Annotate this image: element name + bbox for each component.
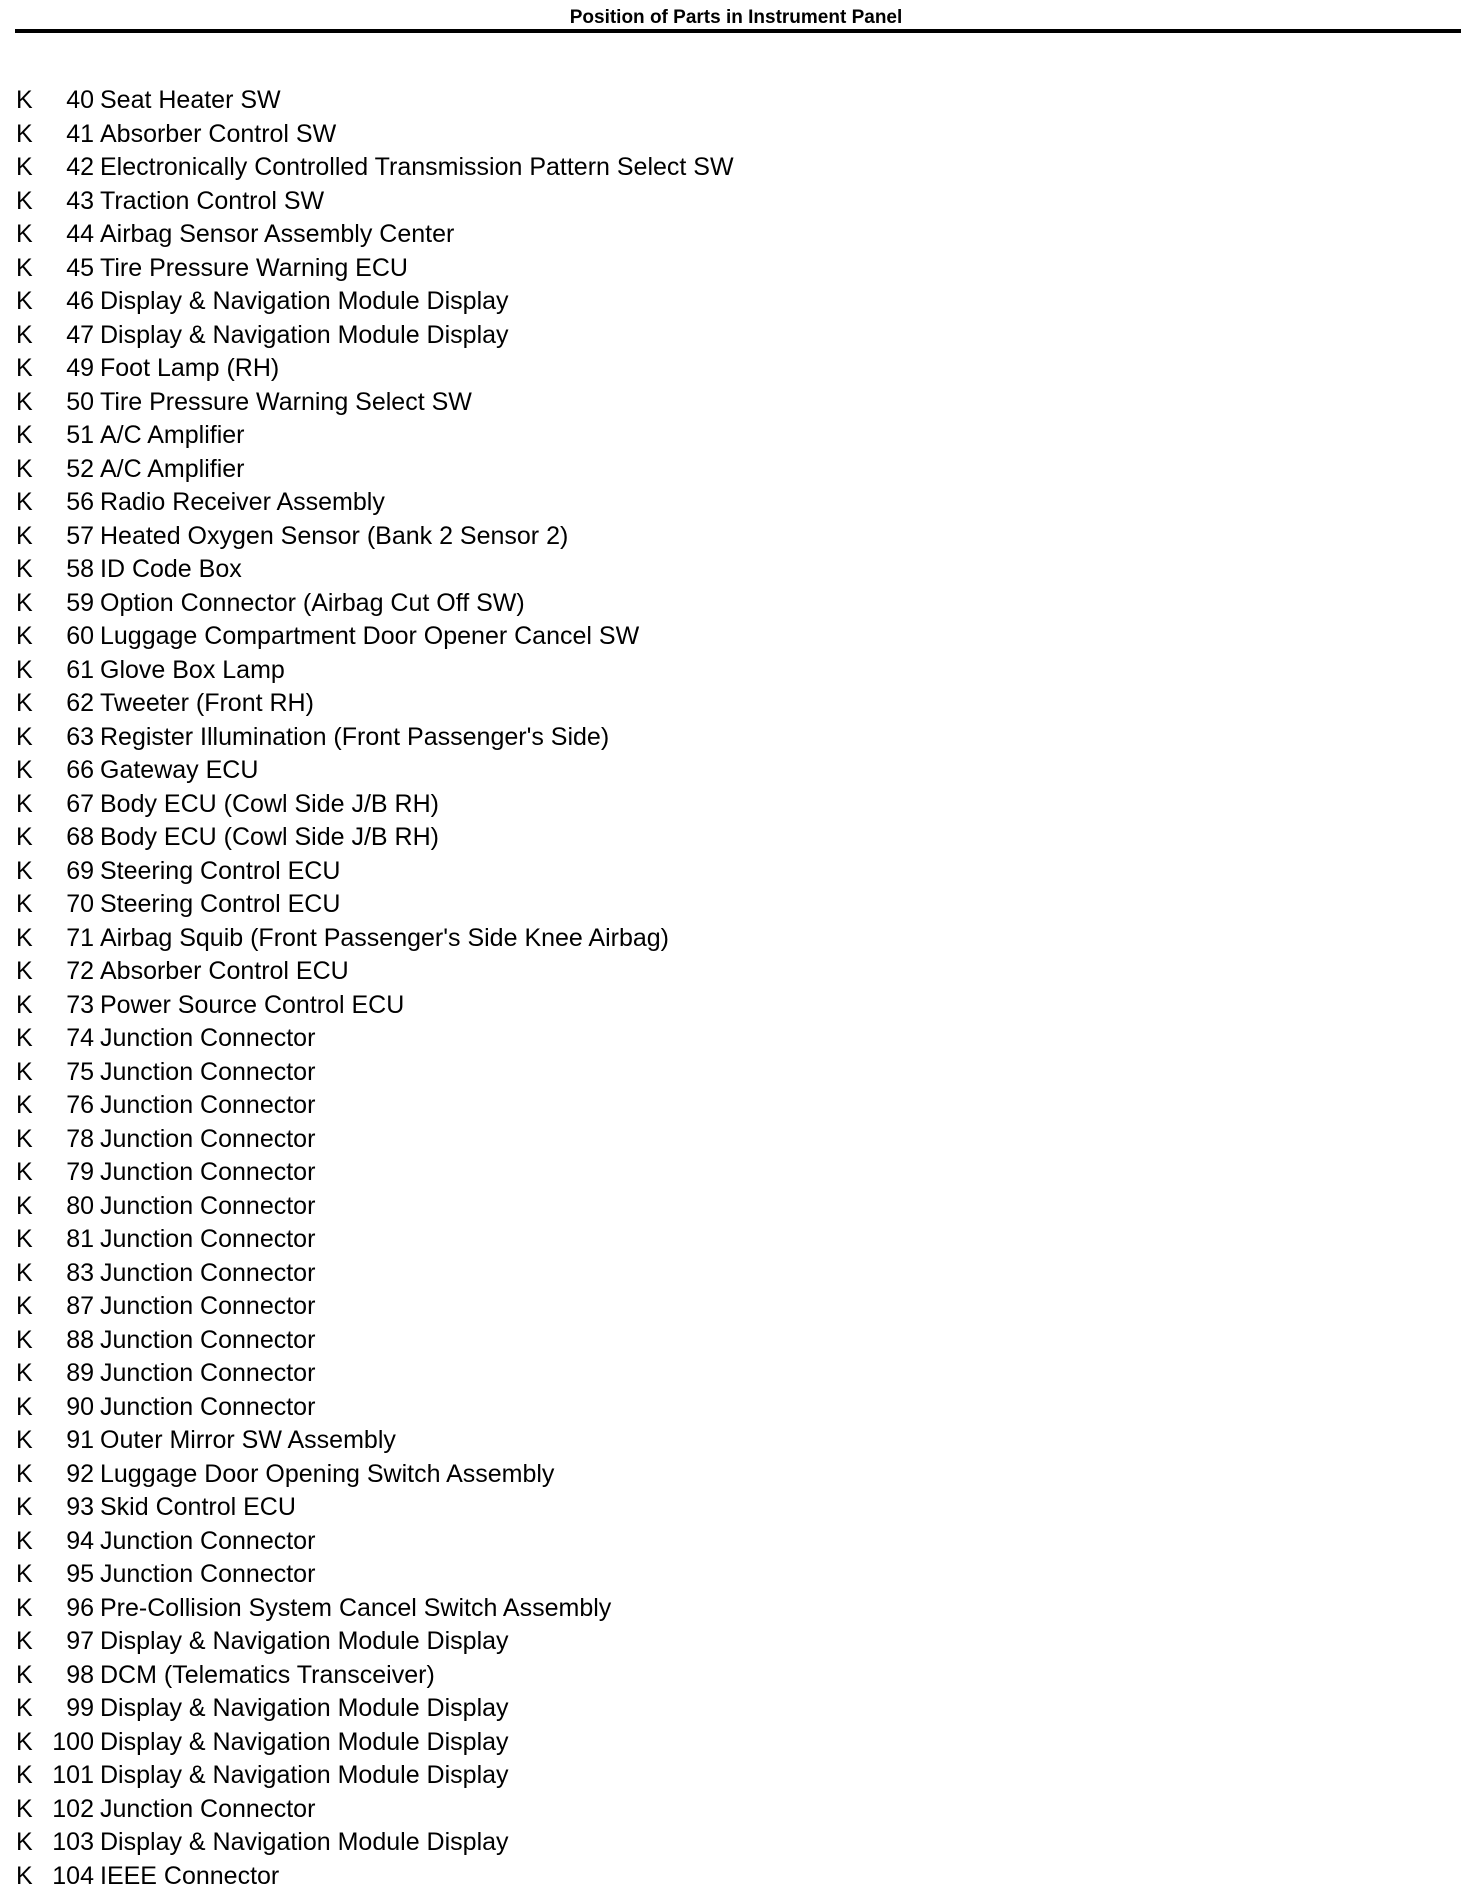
part-prefix: K (16, 823, 33, 851)
part-number: 91 (66, 1426, 94, 1454)
part-row (16, 285, 1216, 319)
part-prefix: K (16, 1794, 33, 1823)
part-row (16, 1759, 1216, 1793)
part-prefix: K (16, 1660, 33, 1689)
part-number: 78 (66, 1124, 94, 1153)
part-name: Gateway ECU (100, 756, 259, 784)
part-row (16, 1592, 1216, 1626)
part-row (16, 386, 1216, 420)
part-name: Foot Lamp (RH) (100, 354, 280, 382)
part-prefix: K (16, 1392, 33, 1421)
part-number: 50 (66, 387, 94, 416)
part-prefix: K (16, 1694, 33, 1722)
part-row (16, 888, 1216, 922)
part-number: 66 (66, 756, 94, 784)
part-prefix: K (16, 1158, 33, 1186)
part-name: Pre-Collision System Cancel Switch Assembly (100, 1593, 612, 1622)
part-name: Display & Navigation Module Display (100, 1727, 509, 1756)
part-name: Junction Connector (100, 1359, 316, 1387)
part-number: 56 (66, 488, 94, 516)
part-row (16, 1156, 1216, 1190)
part-prefix: K (16, 1124, 33, 1153)
part-row (16, 1424, 1216, 1458)
part-prefix: K (16, 856, 33, 885)
part-number: 71 (66, 923, 94, 952)
part-name: Display & Navigation Module Display (100, 1828, 509, 1856)
part-row (16, 1558, 1216, 1592)
part-row (16, 185, 1216, 219)
part-row (16, 687, 1216, 721)
part-row (16, 1357, 1216, 1391)
part-number: 101 (52, 1761, 94, 1789)
part-name: Junction Connector (100, 1091, 316, 1119)
part-prefix: K (16, 220, 33, 248)
part-name: Junction Connector (100, 1124, 316, 1153)
part-prefix: K (16, 789, 33, 818)
part-prefix: K (16, 1526, 33, 1555)
part-number: 49 (66, 354, 94, 382)
part-row (16, 352, 1216, 386)
part-prefix: K (16, 655, 33, 684)
part-name: A/C Amplifier (100, 421, 245, 449)
part-number: 103 (52, 1828, 94, 1856)
part-name: Tire Pressure Warning Select SW (100, 387, 472, 416)
part-number: 52 (66, 454, 94, 483)
part-name: Electronically Controlled Transmission Pattern Select SW (100, 153, 734, 181)
part-prefix: K (16, 756, 33, 784)
part-row (16, 721, 1216, 755)
part-name: Traction Control SW (100, 186, 325, 215)
parts-list (16, 84, 1216, 1893)
part-row (16, 118, 1216, 152)
part-name: Junction Connector (100, 1560, 316, 1588)
part-number: 69 (66, 856, 94, 885)
part-number: 81 (66, 1225, 94, 1253)
part-row (16, 520, 1216, 554)
part-number: 104 (52, 1861, 94, 1890)
part-row (16, 587, 1216, 621)
part-number: 76 (66, 1091, 94, 1119)
part-name: Seat Heater SW (100, 86, 281, 114)
part-row (16, 453, 1216, 487)
part-prefix: K (16, 890, 33, 918)
part-name: Body ECU (Cowl Side J/B RH) (100, 789, 439, 818)
part-row (16, 419, 1216, 453)
part-prefix: K (16, 555, 33, 583)
part-name: Airbag Squib (Front Passenger's Side Knee Airbag) (100, 923, 669, 952)
part-prefix: K (16, 1225, 33, 1253)
part-prefix: K (16, 923, 33, 952)
part-name: Register Illumination (Front Passenger's Side) (100, 722, 610, 751)
part-prefix: K (16, 253, 33, 282)
part-number: 45 (66, 253, 94, 282)
part-name: Airbag Sensor Assembly Center (100, 220, 455, 248)
part-prefix: K (16, 1459, 33, 1488)
part-prefix: K (16, 354, 33, 382)
part-row (16, 252, 1216, 286)
part-row (16, 1458, 1216, 1492)
part-row (16, 855, 1216, 889)
part-name: IEEE Connector (100, 1861, 280, 1890)
part-prefix: K (16, 387, 33, 416)
part-number: 87 (66, 1292, 94, 1320)
part-prefix: K (16, 1560, 33, 1588)
part-row (16, 788, 1216, 822)
part-prefix: K (16, 957, 33, 985)
part-number: 44 (66, 220, 94, 248)
part-prefix: K (16, 1627, 33, 1655)
part-row (16, 1860, 1216, 1894)
part-name: DCM (Telematics Transceiver) (100, 1660, 435, 1689)
part-prefix: K (16, 1292, 33, 1320)
part-number: 63 (66, 722, 94, 751)
part-name: Junction Connector (100, 1158, 316, 1186)
part-number: 79 (66, 1158, 94, 1186)
part-number: 68 (66, 823, 94, 851)
part-prefix: K (16, 119, 33, 148)
part-row (16, 1056, 1216, 1090)
part-name: Junction Connector (100, 1325, 316, 1354)
part-row (16, 319, 1216, 353)
part-number: 60 (66, 622, 94, 650)
part-number: 96 (66, 1593, 94, 1622)
part-row (16, 1491, 1216, 1525)
part-name: Absorber Control SW (100, 119, 337, 148)
part-number: 89 (66, 1359, 94, 1387)
part-name: Display & Navigation Module Display (100, 1761, 509, 1789)
part-number: 88 (66, 1325, 94, 1354)
part-number: 57 (66, 521, 94, 550)
part-name: Tweeter (Front RH) (100, 689, 314, 717)
part-name: Display & Navigation Module Display (100, 320, 509, 349)
part-number: 99 (66, 1694, 94, 1722)
title-divider (15, 29, 1461, 33)
part-prefix: K (16, 1325, 33, 1354)
part-row (16, 1123, 1216, 1157)
part-row (16, 989, 1216, 1023)
part-prefix: K (16, 588, 33, 617)
part-number: 92 (66, 1459, 94, 1488)
part-prefix: K (16, 1191, 33, 1220)
part-prefix: K (16, 1593, 33, 1622)
part-name: Luggage Door Opening Switch Assembly (100, 1459, 555, 1488)
part-number: 47 (66, 320, 94, 349)
part-number: 62 (66, 689, 94, 717)
part-name: Junction Connector (100, 1024, 316, 1052)
part-row (16, 84, 1216, 118)
part-row (16, 922, 1216, 956)
part-row (16, 620, 1216, 654)
part-prefix: K (16, 488, 33, 516)
part-name: Junction Connector (100, 1057, 316, 1086)
part-row (16, 151, 1216, 185)
part-row (16, 1022, 1216, 1056)
part-row (16, 1525, 1216, 1559)
part-name: Junction Connector (100, 1794, 316, 1823)
part-name: Display & Navigation Module Display (100, 287, 509, 315)
part-prefix: K (16, 1258, 33, 1287)
part-row (16, 1190, 1216, 1224)
part-number: 102 (52, 1794, 94, 1823)
part-number: 95 (66, 1560, 94, 1588)
part-number: 80 (66, 1191, 94, 1220)
part-prefix: K (16, 1761, 33, 1789)
part-number: 83 (66, 1258, 94, 1287)
part-row (16, 1324, 1216, 1358)
part-name: Steering Control ECU (100, 890, 341, 918)
part-row (16, 1659, 1216, 1693)
part-number: 42 (66, 153, 94, 181)
part-number: 90 (66, 1392, 94, 1421)
part-row (16, 821, 1216, 855)
part-name: Junction Connector (100, 1526, 316, 1555)
part-prefix: K (16, 287, 33, 315)
part-number: 51 (66, 421, 94, 449)
part-name: Junction Connector (100, 1225, 316, 1253)
part-prefix: K (16, 1057, 33, 1086)
part-number: 43 (66, 186, 94, 215)
part-prefix: K (16, 521, 33, 550)
part-row (16, 1391, 1216, 1425)
part-number: 98 (66, 1660, 94, 1689)
part-number: 41 (66, 119, 94, 148)
part-number: 61 (66, 655, 94, 684)
part-prefix: K (16, 990, 33, 1019)
part-name: Tire Pressure Warning ECU (100, 253, 408, 282)
part-row (16, 486, 1216, 520)
part-row (16, 1826, 1216, 1860)
part-row (16, 1726, 1216, 1760)
part-name: Junction Connector (100, 1258, 316, 1287)
part-name: Option Connector (Airbag Cut Off SW) (100, 588, 525, 617)
part-name: Body ECU (Cowl Side J/B RH) (100, 823, 439, 851)
part-prefix: K (16, 689, 33, 717)
part-name: A/C Amplifier (100, 454, 245, 483)
part-name: Power Source Control ECU (100, 990, 405, 1019)
part-row (16, 654, 1216, 688)
part-row (16, 1793, 1216, 1827)
part-prefix: K (16, 1727, 33, 1756)
part-row (16, 1089, 1216, 1123)
part-prefix: K (16, 622, 33, 650)
part-name: Junction Connector (100, 1292, 316, 1320)
part-number: 40 (66, 86, 94, 114)
part-prefix: K (16, 1024, 33, 1052)
part-name: ID Code Box (100, 555, 242, 583)
part-prefix: K (16, 1861, 33, 1890)
part-number: 59 (66, 588, 94, 617)
part-prefix: K (16, 1426, 33, 1454)
part-number: 74 (66, 1024, 94, 1052)
part-prefix: K (16, 722, 33, 751)
part-prefix: K (16, 86, 33, 114)
part-name: Skid Control ECU (100, 1493, 296, 1521)
part-name: Glove Box Lamp (100, 655, 285, 684)
part-prefix: K (16, 1359, 33, 1387)
part-number: 73 (66, 990, 94, 1019)
part-number: 94 (66, 1526, 94, 1555)
page-title: Position of Parts in Instrument Panel (569, 7, 903, 28)
part-row (16, 553, 1216, 587)
part-name: Display & Navigation Module Display (100, 1627, 509, 1655)
part-row (16, 1257, 1216, 1291)
part-name: Junction Connector (100, 1392, 316, 1421)
part-row (16, 1223, 1216, 1257)
part-name: Radio Receiver Assembly (100, 488, 385, 516)
part-prefix: K (16, 454, 33, 483)
part-row (16, 1625, 1216, 1659)
part-name: Absorber Control ECU (100, 957, 349, 985)
part-prefix: K (16, 1091, 33, 1119)
part-name: Display & Navigation Module Display (100, 1694, 509, 1722)
part-number: 100 (52, 1727, 94, 1756)
part-name: Steering Control ECU (100, 856, 341, 885)
part-row (16, 754, 1216, 788)
part-prefix: K (16, 153, 33, 181)
part-number: 97 (66, 1627, 94, 1655)
part-number: 67 (66, 789, 94, 818)
part-number: 93 (66, 1493, 94, 1521)
part-row (16, 955, 1216, 989)
part-number: 58 (66, 555, 94, 583)
part-name: Outer Mirror SW Assembly (100, 1426, 396, 1454)
part-row (16, 1692, 1216, 1726)
part-prefix: K (16, 421, 33, 449)
part-prefix: K (16, 1493, 33, 1521)
part-number: 72 (66, 957, 94, 985)
part-prefix: K (16, 320, 33, 349)
part-number: 70 (66, 890, 94, 918)
part-number: 75 (66, 1057, 94, 1086)
part-name: Luggage Compartment Door Opener Cancel SW (100, 622, 640, 650)
part-name: Heated Oxygen Sensor (Bank 2 Sensor 2) (100, 521, 569, 550)
part-row (16, 218, 1216, 252)
part-row (16, 1290, 1216, 1324)
part-prefix: K (16, 186, 33, 215)
part-prefix: K (16, 1828, 33, 1856)
part-number: 46 (66, 287, 94, 315)
part-name: Junction Connector (100, 1191, 316, 1220)
